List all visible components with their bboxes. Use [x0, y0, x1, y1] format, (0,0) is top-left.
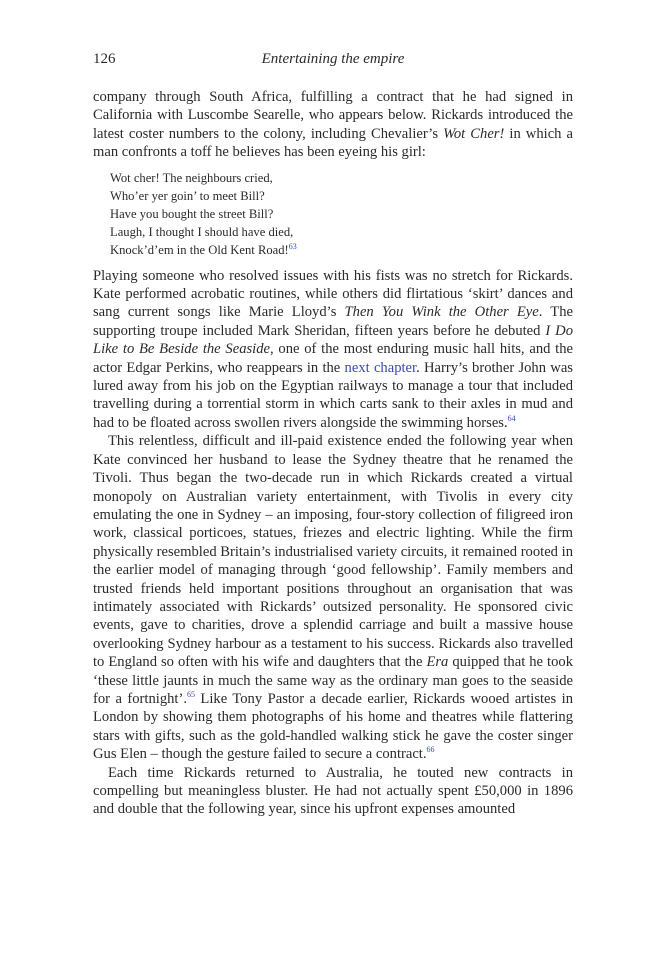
paragraph-3: This relentless, difficult and ill-paid existence ended the following year when Kate convinced her husband to lease the Sydney theatre that he renamed the Tivoli. Thus began the two-decade run in which Rickards created a virtual monopoly on Australian variety entertainment, with Tivolis in every city emulating the one in Sydney – an imposing, four-story collection of filigreed iron work, classical porticoes, statues, friezes and electric lighting. While the firm physically resembled Britain’s industrialised variety circuits, it remained rooted in the earlier model of managing through ‘good fellowship’. Family members and trusted friends held important positions throughout an organisation that was intimately associated with Rickards’ outsized personality. He sponsored civic events, gave to charities, drove a splendid carriage and built a massive house overlooking Sydney harbour as a testament to his success. Rickards also travelled to England so often with his wife and daughters that the Era quipped that he took ‘these little jaunts in much the same way as the ordinary man goes to the seaside for a fortnight’.$^{65}$ Like Tony Pastor a decade earlier, Rickards wooed artistes in London by showing them photographs of his home and theatres while flattering stars with gifts, such as the gold-handled walking stick he gave the coster singer Gus Elen – though the gesture failed to secure a contract.$^{66}$ [93, 433, 574, 763]
body-text [93, 88, 573, 819]
song-quotation [110, 169, 573, 259]
verse-line: Wot cher! The neighbours cried, [110, 170, 273, 185]
running-head: Entertaining the empire [261, 51, 405, 67]
paragraph-4: Each time Rickards returned to Australia, he touted new contracts in compelling but meaningless bluster. He had not actually spent £50,000 in 1896 and double that the following year, since his upfront expenses amounted [93, 764, 573, 818]
paragraph-1: company through South Africa, fulfilling a contract that he had signed in California with Luscombe Searelle, who appears below. Rickards introduced the latest coster numbers to the colony, including Chevalier’s Wot Cher! in which a man confronts a toff he believes has been eyeing his girl: [93, 89, 573, 161]
verse-line: Have you bought the street Bill? [110, 206, 274, 221]
footnote-ref-66[interactable]: 66 [426, 745, 435, 755]
next-chapter-link[interactable]: next chapter [344, 359, 417, 376]
footnote-ref-65[interactable]: 65 [186, 690, 195, 700]
verse-line-last: Knock’d’em in the Old Kent Road!$^{63}$ [110, 241, 297, 257]
verse-line: Laugh, I thought I should have died, [110, 224, 294, 239]
page-number: 126 [93, 51, 116, 67]
footnote-ref-64[interactable]: 64 [507, 414, 516, 424]
paragraph-2: Playing someone who resolved issues with his fists was no stretch for Rickards. Kate performed acrobatic routines, while others did flirtatious ‘skirt’ dances and sang current songs like Marie Lloyd’s Then You Wink the Other Eye. The supporting troupe included Mark Sheridan, fifteen years before he debuted I Do Like to Be Beside the Seaside, one of the most enduring music hall hits, and the actor Edgar Perkins, who reappears in the next chapter. Harry’s brother John was lured away from his job on the Egyptian railways to manage a tour that included travelling during a torrential storm in which carts sank to their axles in mud and had to be floated across swollen rivers alongside the swimming horses.$^{64}$ [93, 267, 574, 431]
verse-line: Who’er yer goin’ to meet Bill? [110, 188, 265, 203]
footnote-ref-63[interactable]: 63 [288, 241, 297, 251]
page-header [93, 51, 573, 71]
